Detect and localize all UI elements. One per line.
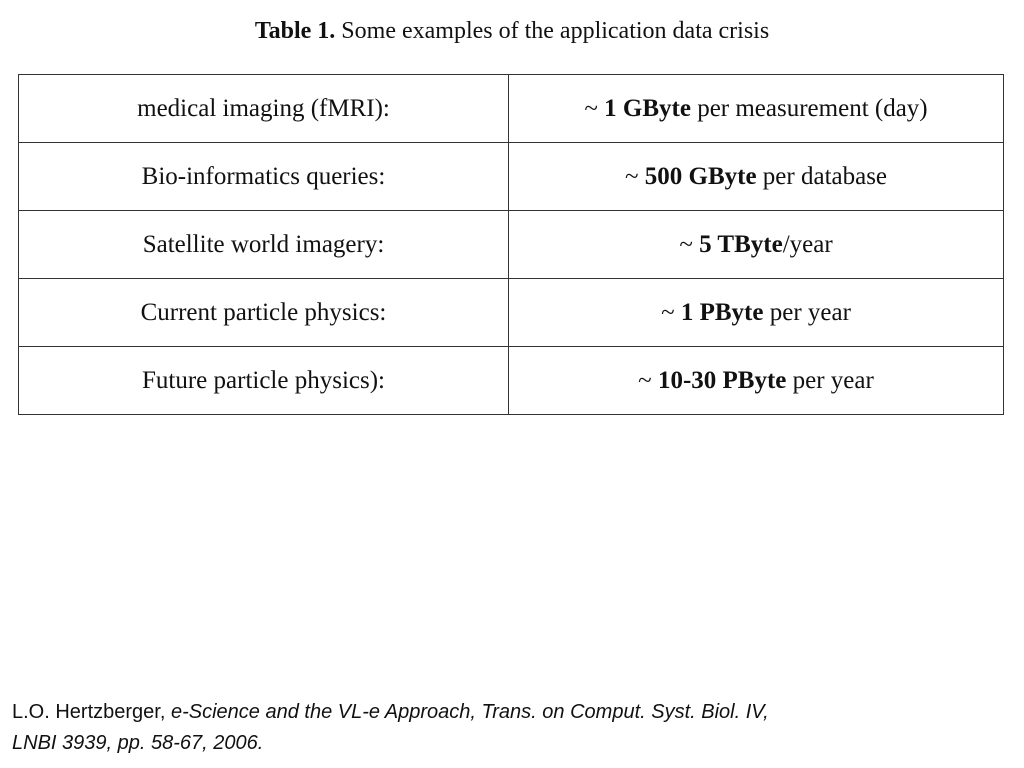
volume-suffix: per measurement (day) — [690, 94, 928, 122]
table-row — [19, 347, 1004, 415]
volume-prefix: ~ — [584, 94, 605, 122]
table-row — [19, 211, 1004, 279]
table-caption — [0, 18, 1024, 45]
citation-author: L.O. Hertzberger, — [12, 701, 171, 723]
volume-suffix: /year — [782, 230, 833, 258]
volume-prefix: ~ — [624, 162, 645, 190]
volume-value: 5 TByte — [699, 230, 783, 258]
application-cell: Future particle physics): — [19, 347, 509, 415]
volume-value: 500 GByte — [644, 162, 757, 190]
table-caption-text: Some examples of the application data crisis — [335, 18, 770, 44]
data-crisis-table — [18, 74, 1004, 415]
volume-suffix: per year — [763, 298, 851, 326]
data-volume-cell — [509, 143, 1004, 211]
table-row — [19, 279, 1004, 347]
application-cell: Current particle physics: — [19, 279, 509, 347]
volume-prefix: ~ — [679, 230, 700, 258]
citation-title: e-Science and the VL-e Approach, Trans. on Comput. Syst. Biol. IV, — [170, 701, 769, 723]
citation-line-2: LNBI 3939, pp. 58-67, 2006. — [12, 732, 264, 754]
data-volume-cell — [509, 75, 1004, 143]
data-volume-cell — [509, 347, 1004, 415]
application-cell: Bio-informatics queries: — [19, 143, 509, 211]
citation — [12, 697, 1012, 759]
application-cell: Satellite world imagery: — [19, 211, 509, 279]
data-volume-cell — [509, 211, 1004, 279]
volume-value: 1 PByte — [680, 298, 764, 326]
volume-value: 10-30 PByte — [657, 366, 787, 394]
application-cell: medical imaging (fMRI): — [19, 75, 509, 143]
citation-line-1 — [12, 697, 1012, 728]
volume-value: 1 GByte — [604, 94, 691, 122]
volume-prefix: ~ — [661, 298, 681, 326]
data-volume-cell — [509, 279, 1004, 347]
volume-suffix: per database — [756, 162, 888, 190]
volume-suffix: per year — [786, 366, 874, 394]
table-caption-label: Table 1. — [254, 18, 336, 44]
table-row — [19, 143, 1004, 211]
volume-prefix: ~ — [638, 366, 658, 394]
table-row — [19, 75, 1004, 143]
